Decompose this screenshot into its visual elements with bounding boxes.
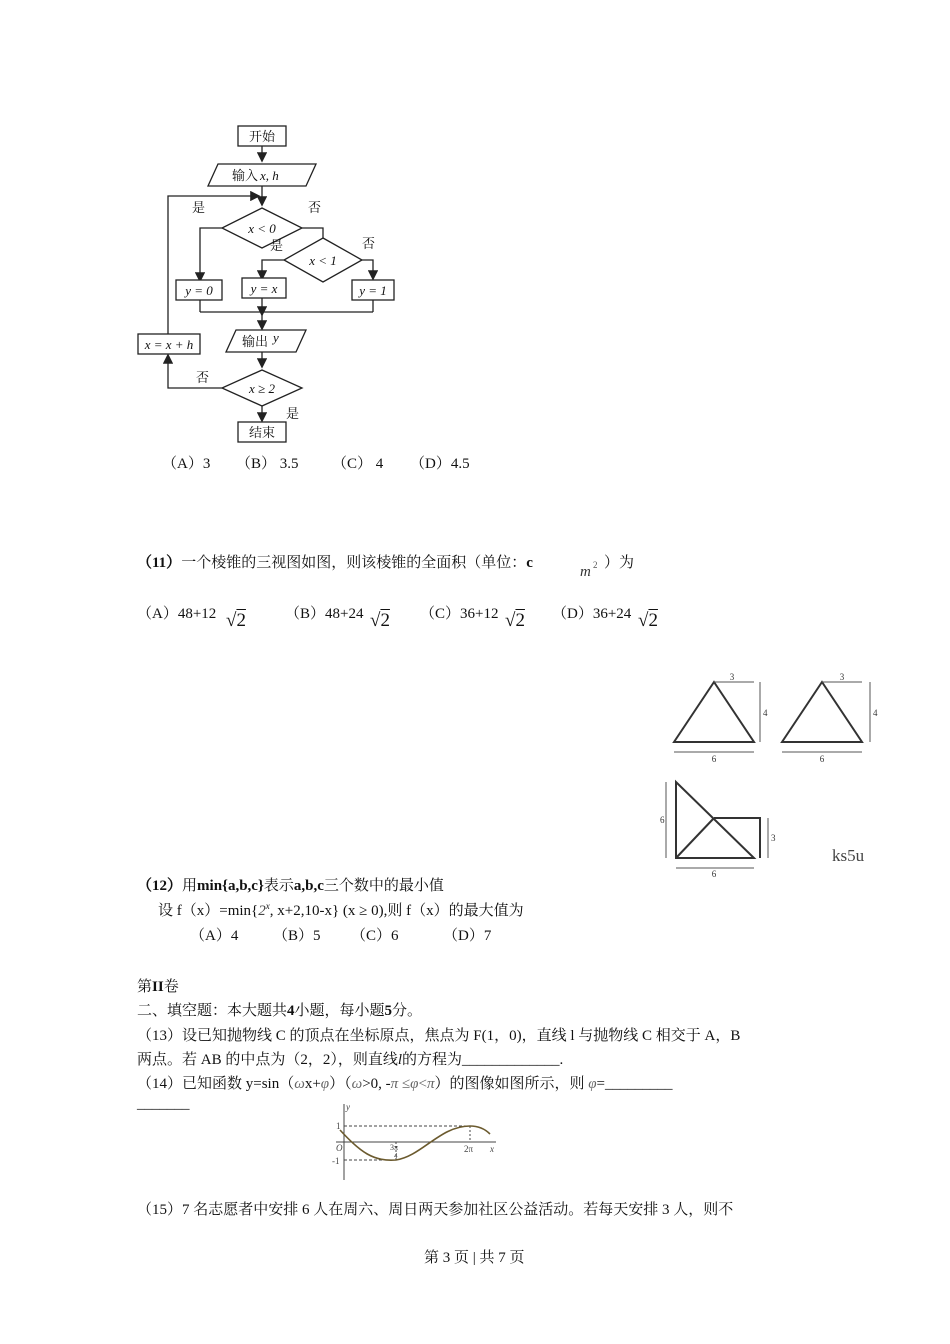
section2-heading: 二、填空题：本大题共4小题，每小题5分。 (137, 1003, 423, 1019)
q12-text-a: 用 (182, 878, 198, 894)
q12-line1 (137, 874, 444, 895)
q12-text-c: 表示 (263, 878, 294, 894)
top-dim-right: 3 (771, 833, 776, 843)
three-views-figure (660, 668, 890, 878)
q12-number: （12） (137, 878, 183, 894)
side-dim-base: 6 (819, 754, 825, 764)
q11-option-c: （C）36+12 (420, 606, 499, 622)
q12-line2-b: , x+2,10-x} (x ≥ 0),则 f（x）的最大值为 (269, 903, 524, 919)
q12-option-c: （C）6 (351, 928, 399, 944)
y0-label: y = 0 (185, 283, 213, 298)
q11-text-post: ）为 (604, 555, 635, 571)
q11-option-c-rad: √2 (505, 610, 525, 631)
q10-option-d: （D）4.5 (410, 456, 470, 472)
graph-origin-label: O (336, 1143, 343, 1153)
q10-option-c: （C） 4 (332, 456, 384, 472)
yes-label-3: 是 (286, 406, 300, 421)
q11-option-a-rad: √2 (226, 610, 246, 631)
top-dim-left: 6 (660, 815, 665, 825)
q14-line1: （14）已知函数 y=sin（ωx+φ）（ω>0, -π ≤φ<π）的图像如图所示，则 φ=_________ (137, 1076, 673, 1092)
watermark-ks5u: ks5u (832, 846, 865, 865)
side-dim-top: 3 (839, 672, 845, 682)
cond2-label: x < 1 (309, 253, 337, 268)
side-dim-height: 4 (873, 708, 878, 718)
q13-line1: （13）设已知抛物线 C 的顶点在坐标原点，焦点为 F(1，0)，直线 l 与抛物线 C 相交于 A，B (137, 1028, 741, 1044)
q11-option-b: （B）48+24 (285, 606, 364, 622)
input-vars: x, h (260, 168, 279, 183)
yes-label-2: 是 (270, 238, 284, 253)
no-label-1: 否 (308, 200, 322, 215)
output-var: y (273, 330, 279, 345)
graph-y-label: y (346, 1102, 350, 1112)
q12-power-base: 2 (258, 903, 266, 919)
q12-text-e: 三个数中的最小值 (323, 878, 444, 894)
q14-line2: _______ (137, 1096, 190, 1112)
front-view (674, 682, 754, 742)
q11-option-a: （A）48+12 (137, 606, 217, 622)
q11-unit-c: c (526, 555, 533, 571)
no-label-2: 否 (362, 236, 376, 251)
front-dim-base: 6 (711, 754, 717, 764)
no-label-3: 否 (196, 370, 210, 385)
q15-line1: （15）7 名志愿者中安排 6 人在周六、周日两天参加社区公益活动。若每天安排 3 人，则不 (137, 1202, 734, 1218)
output-label: 输出 (242, 334, 269, 349)
yx-label: y = x (250, 281, 278, 296)
yes-label-1: 是 (192, 200, 206, 215)
q12-abc: a,b,c (293, 878, 324, 894)
graph-tick-3pi4-den: 4 (394, 1152, 398, 1160)
y1-label: y = 1 (359, 283, 387, 298)
q11-text: 一个棱锥的三视图如图，则该棱锥的全面积（单位： (181, 555, 527, 571)
q11-question (137, 551, 533, 572)
cond1-label: x < 0 (248, 221, 276, 236)
q11-option-b-rad: √2 (370, 610, 390, 631)
q10-option-b: （B） 3.5 (236, 456, 299, 472)
side-view (782, 682, 862, 742)
q11-option-d-rad: √2 (638, 610, 658, 631)
graph-tick-3pi4: 3π (390, 1143, 399, 1152)
graph-one-label: 1 (336, 1121, 341, 1131)
q12-line2 (158, 899, 524, 920)
end-label: 结束 (248, 425, 276, 440)
q12-power-exp: x (265, 901, 270, 911)
front-dim-height: 4 (763, 708, 768, 718)
q12-line2-a: 设 f（x）=min{ (158, 903, 259, 919)
start-label: 开始 (248, 129, 276, 144)
graph-x-label: x (490, 1144, 494, 1154)
update-label: x = x + h (144, 337, 194, 352)
input-label: 输入 (232, 168, 259, 183)
graph-neg-one-label: -1 (332, 1156, 340, 1166)
front-dim-top: 3 (729, 672, 735, 682)
top-dim-base: 6 (711, 869, 717, 878)
flowchart (130, 120, 420, 450)
q11-unit-m: m (580, 564, 591, 580)
q12-option-d: （D）7 (443, 928, 492, 944)
graph-tick-2pi: 2π (464, 1144, 474, 1154)
part2-title: 第II卷 (137, 979, 179, 995)
page-footer: 第 3 页 | 共 7 页 (424, 1250, 525, 1266)
q10-option-a: （A）3 (162, 456, 211, 472)
q12-min-notation: min{a,b,c} (197, 878, 264, 894)
q11-option-d: （D）36+24 (552, 606, 632, 622)
q12-option-a: （A）4 (190, 928, 239, 944)
q12-option-b: （B）5 (273, 928, 321, 944)
cond3-label: x ≥ 2 (249, 381, 275, 396)
q13-line2: 两点。若 AB 的中点为（2，2），则直线l的方程为_____________. (137, 1052, 564, 1068)
q11-unit-exp: 2 (593, 560, 598, 570)
q11-number: （11） (137, 555, 182, 571)
sine-graph (330, 1100, 500, 1184)
